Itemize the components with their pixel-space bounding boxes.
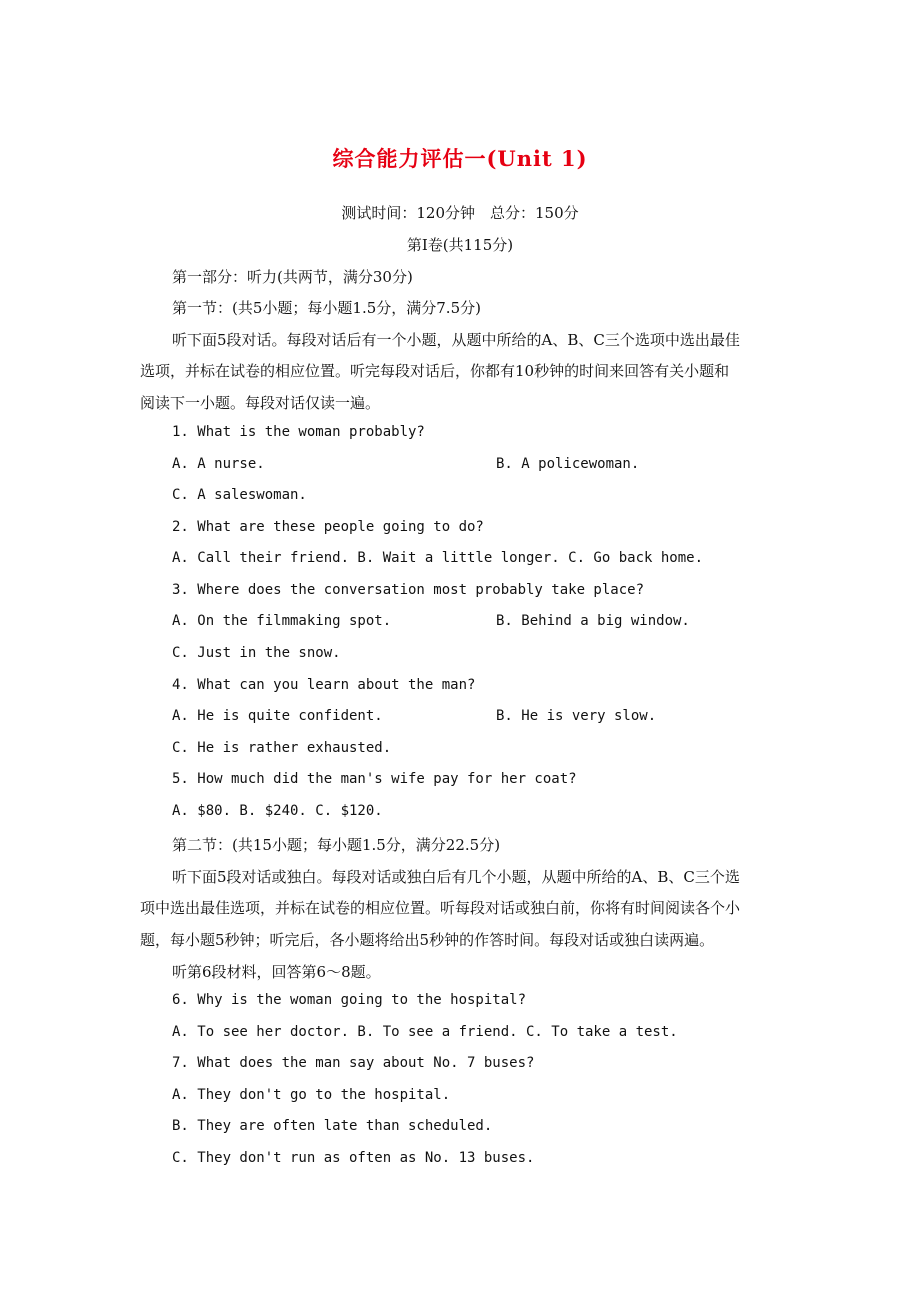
section1-instruction-line: 听下面5段对话。每段对话后有一个小题，从题中所给的A、B、C三个选项中选出最佳 xyxy=(172,331,740,349)
question-4-stem: 4. What can you learn about the man? xyxy=(172,677,476,693)
question-7-stem: 7. What does the man say about No. 7 buses? xyxy=(172,1055,535,1071)
section2-heading: 第二节：(共15小题；每小题1.5分，满分22.5分) xyxy=(172,836,501,854)
question-2-stem: 2. What are these people going to do? xyxy=(172,519,484,535)
question-1-option-a: A. A nurse. xyxy=(172,456,265,472)
question-7-option-c: C. They don't run as often as No. 13 buses. xyxy=(172,1150,535,1166)
question-4-option-c: C. He is rather exhausted. xyxy=(172,740,392,756)
test-info: 测试时间：120分钟 总分：150分 xyxy=(341,204,579,222)
question-4-option-b: B. He is very slow. xyxy=(496,708,657,724)
question-3-option-c: C. Just in the snow. xyxy=(172,645,341,661)
question-1-option-c: C. A saleswoman. xyxy=(172,487,307,503)
question-7-option-b: B. They are often late than scheduled. xyxy=(172,1118,493,1134)
question-6-stem: 6. Why is the woman going to the hospital? xyxy=(172,992,527,1008)
question-2-options: A. Call their friend. B. Wait a little longer. C. Go back home. xyxy=(172,550,704,566)
question-6-options: A. To see her doctor. B. To see a friend. C. To take a test. xyxy=(172,1024,678,1040)
question-7-option-a: A. They don't go to the hospital. xyxy=(172,1087,451,1103)
section2-instruction-line: 题，每小题5秒钟；听完后，各小题将给出5秒钟的作答时间。每段对话或独白读两遍。 xyxy=(140,931,715,949)
volume-heading: 第Ⅰ卷(共115分) xyxy=(406,236,514,254)
question-5-stem: 5. How much did the man's wife pay for her coat? xyxy=(172,771,577,787)
page-title: 综合能力评估一(Unit 1) xyxy=(332,146,588,171)
section1-instruction-line: 选项，并标在试卷的相应位置。听完每段对话后，你都有10秒钟的时间来回答有关小题和 xyxy=(140,362,730,380)
question-1-option-b: B. A policewoman. xyxy=(496,456,640,472)
section1-heading: 第一节：(共5小题；每小题1.5分，满分7.5分) xyxy=(172,299,481,317)
section2-instruction-line: 项中选出最佳选项，并标在试卷的相应位置。听每段对话或独白前，你将有时间阅读各个小 xyxy=(140,899,741,917)
section2-instruction-line: 听下面5段对话或独白。每段对话或独白后有几个小题，从题中所给的A、B、C三个选 xyxy=(172,868,740,886)
question-5-options: A. $80. B. $240. C. $120. xyxy=(172,803,383,819)
part1-heading: 第一部分：听力(共两节，满分30分) xyxy=(172,268,413,286)
question-3-stem: 3. Where does the conversation most probably take place? xyxy=(172,582,645,598)
question-4-option-a: A. He is quite confident. xyxy=(172,708,383,724)
question-3-option-a: A. On the filmmaking spot. xyxy=(172,613,392,629)
question-1-stem: 1. What is the woman probably? xyxy=(172,424,425,440)
section1-instruction-line: 阅读下一小题。每段对话仅读一遍。 xyxy=(140,394,381,412)
question-3-option-b: B. Behind a big window. xyxy=(496,613,690,629)
material-6-heading: 听第6段材料，回答第6～8题。 xyxy=(172,963,381,981)
